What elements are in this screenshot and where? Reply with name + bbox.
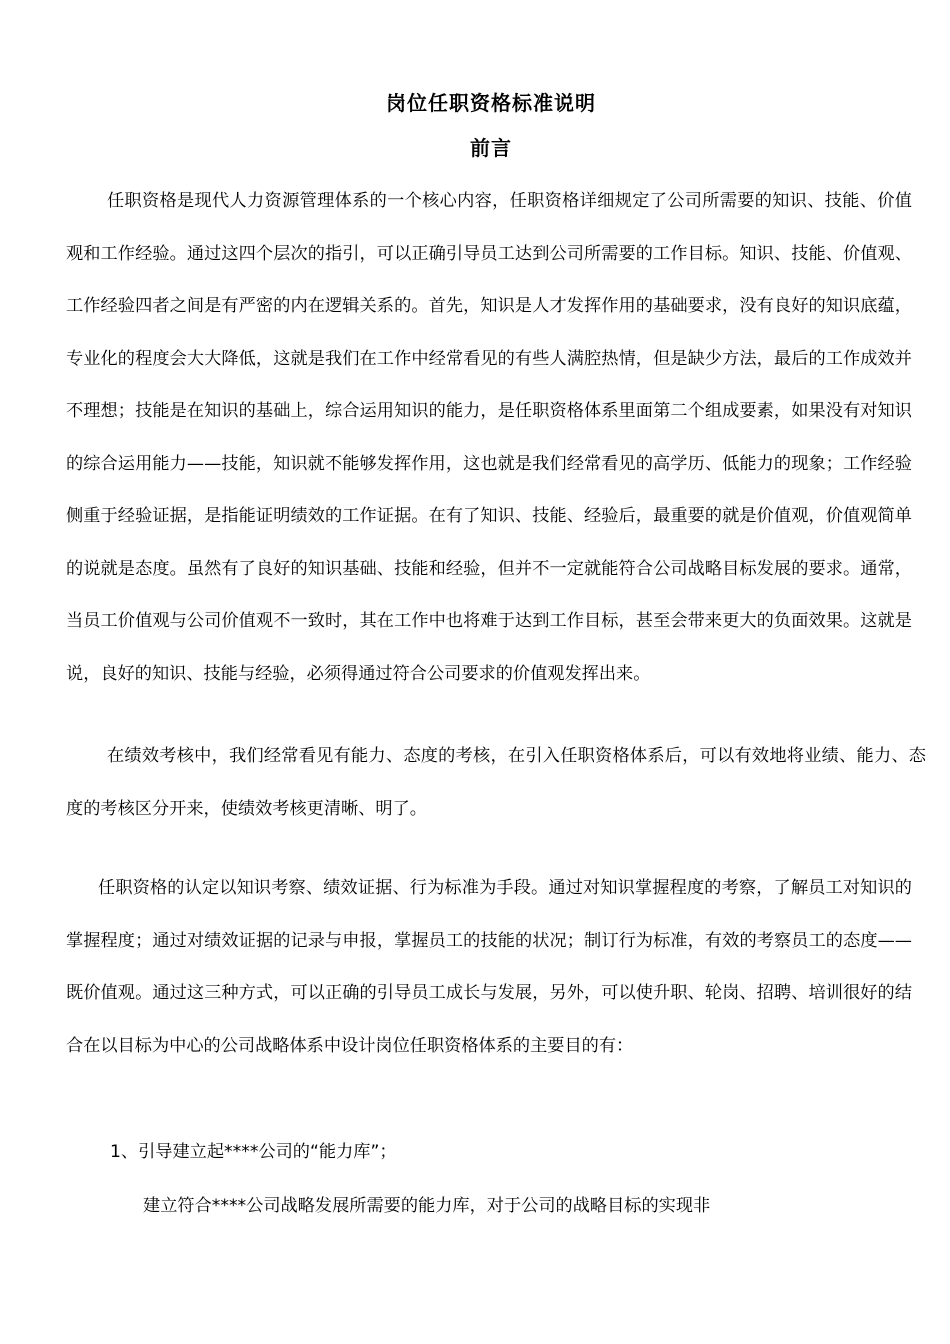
paragraph-qualification-overview: 任职资格是现代人力资源管理体系的一个核心内容，任职资格详细规定了公司所需要的知识、技能、价值观和工作经验。通过这四个层次的指引，可以正确引导员工达到公司所需要的工作目标。知识、技能、价值观、工作经验四者之间是有严密的内在逻辑关系的。首先，知识是人才发挥作用的基础要求，没有良好的知识底蕴，专业化的程度会大大降低，这就是我们在工作中经常看见的有些人满腔热情，但是缺少方法，最后的工作成效并不理想；技能是在知识的基础上，综合运用知识的能力，是任职资格体系里面第二个组成要素，如果没有对知识的综合运用能力——技能，知识就不能够发挥作用，这也就是我们经常看见的高学历、低能力的现象；工作经验侧重于经验证据，是指能证明绩效的工作证据。在有了知识、技能、经验后，最重要的就是价值观，价值观简单的说就是态度。虽然有了良好的知识基础、技能和经验，但并不一定就能符合公司战略目标发展的要求。通常，当员工价值观与公司价值观不一致时，其在工作中也将难于达到工作目标，甚至会带来更大的负面效果。这就是说，良好的知识、技能与经验，必须得通过符合公司要求的价值观发挥出来。 xyxy=(66,191,912,684)
document-title: 岗位任职资格标准说明 xyxy=(386,91,596,115)
list-item-ability-library-body: 建立符合****公司战略发展所需要的能力库，对于公司的战略目标的实现非 xyxy=(143,1196,711,1216)
section-heading-preface: 前言 xyxy=(470,136,512,160)
list-item-ability-library: 1、引导建立起****公司的“能力库”； xyxy=(110,1142,397,1162)
paragraph-qualification-methods: 任职资格的认定以知识考察、绩效证据、行为标准为手段。通过对知识掌握程度的考察，了解员工对知识的掌握程度；通过对绩效证据的记录与申报，掌握员工的技能的状况；制订行为标准，有效的考察员工的态度——既价值观。通过这三种方式，可以正确的引导员工成长与发展，另外，可以使升职、轮岗、招聘、培训很好的结合在以目标为中心的公司战略体系中设计岗位任职资格体系的主要目的有： xyxy=(66,878,912,1056)
paragraph-performance-appraisal: 在绩效考核中，我们经常看见有能力、态度的考核，在引入任职资格体系后，可以有效地将业绩、能力、态度的考核区分开来，使绩效考核更清晰、明了。 xyxy=(66,746,926,819)
